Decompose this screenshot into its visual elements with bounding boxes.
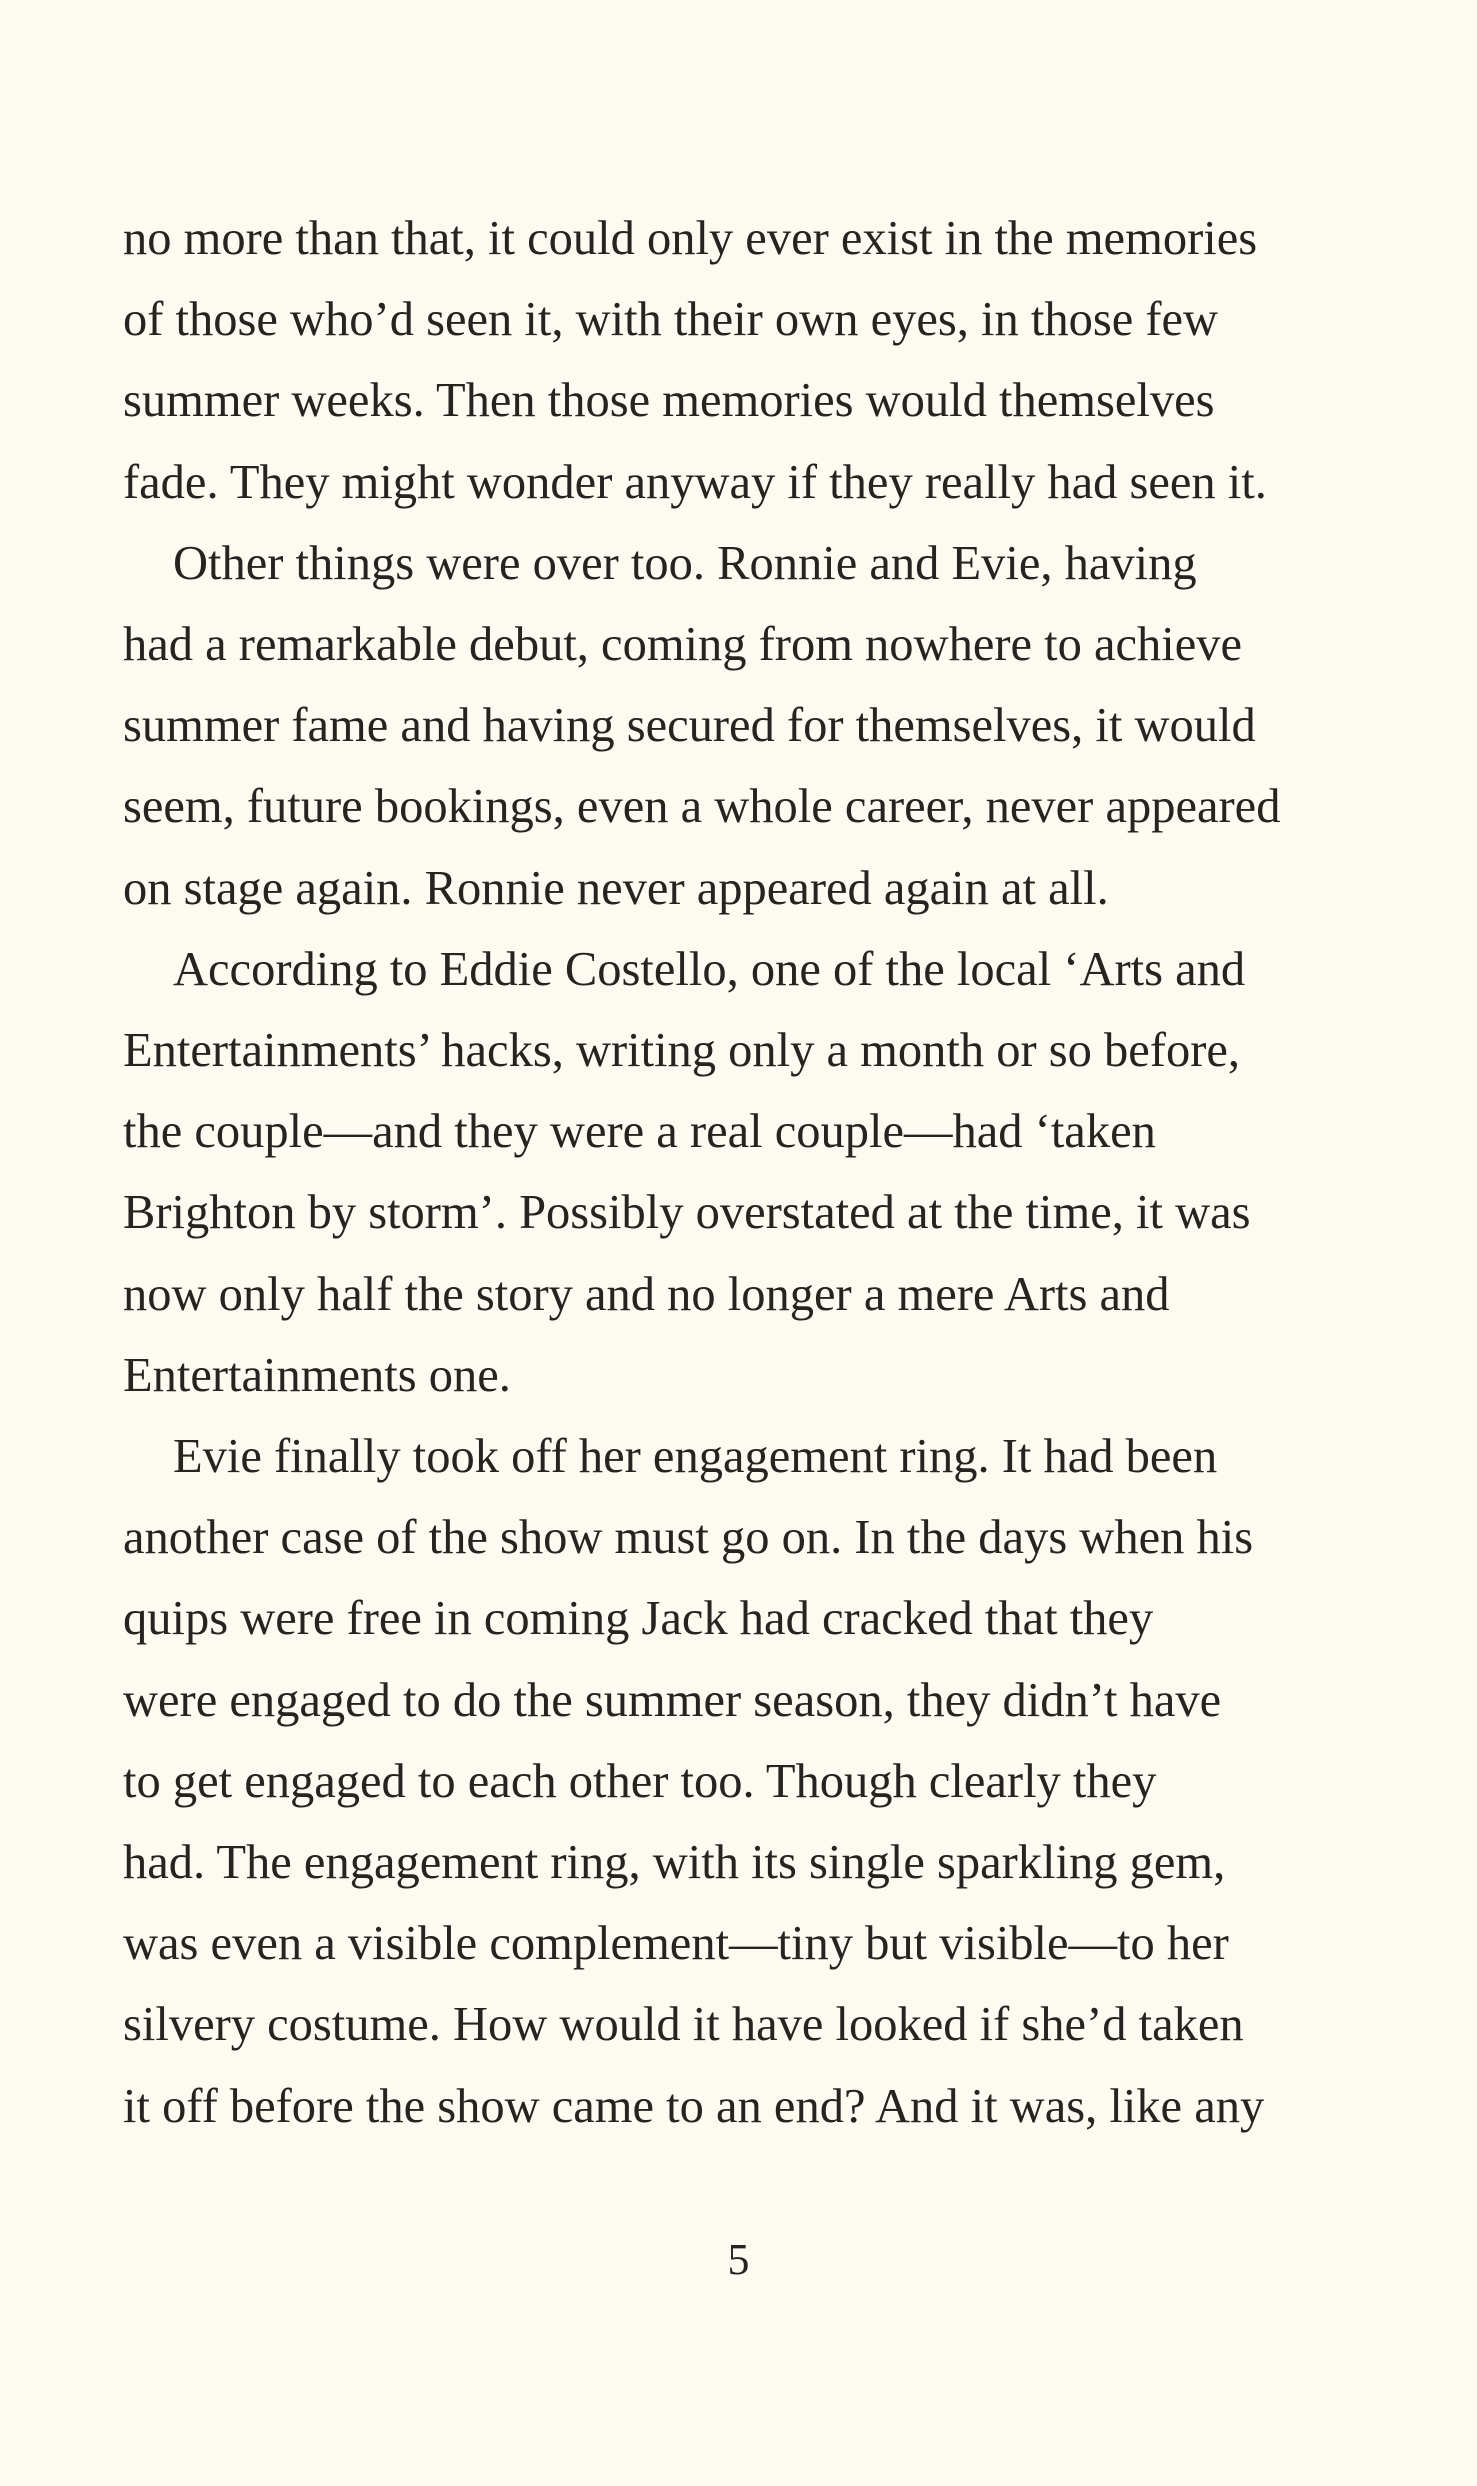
text-line: no more than that, it could only ever exist in the memories xyxy=(123,212,1258,265)
text-line: quips were free in coming Jack had cracked that they xyxy=(123,1592,1154,1646)
text-line: had. The engagement ring, with its single sparkling gem, xyxy=(123,1836,1226,1890)
paragraph-4 xyxy=(123,1416,1338,2147)
text-line: Evie finally took off her engagement ring. It had been xyxy=(173,1430,1218,1484)
text-line: the couple—and they were a real couple—had ‘taken xyxy=(123,1105,1156,1159)
text-line: Entertainments one. xyxy=(123,1348,511,1402)
page-number: 5 xyxy=(727,2235,750,2284)
text-line: seem, future bookings, even a whole career, never appeared xyxy=(123,780,1281,834)
text-line: of those who’d seen it, with their own eyes, in those few xyxy=(123,293,1219,347)
paragraph-1 xyxy=(123,198,1338,523)
text-line: Entertainments’ hacks, writing only a month or so before, xyxy=(123,1024,1241,1078)
text-line: Other things were over too. Ronnie and Evie, having xyxy=(173,536,1197,590)
text-line: were engaged to do the summer season, they didn’t have xyxy=(123,1673,1222,1727)
text-line: Brighton by storm’. Possibly overstated at the time, it was xyxy=(123,1186,1251,1240)
text-line: summer fame and having secured for themselves, it would xyxy=(123,699,1256,753)
text-line: fade. They might wonder anyway if they really had seen it. xyxy=(123,455,1267,509)
body-text xyxy=(123,198,1338,2147)
text-line: silvery costume. How would it have looked if she’d taken xyxy=(123,1998,1244,2052)
text-line: had a remarkable debut, coming from nowhere to achieve xyxy=(123,618,1243,672)
text-line: was even a visible complement—tiny but visible—to her xyxy=(123,1917,1229,1971)
text-line: to get engaged to each other too. Though clearly they xyxy=(123,1754,1157,1808)
text-line: summer weeks. Then those memories would themselves xyxy=(123,374,1215,428)
text-line: According to Eddie Costello, one of the local ‘Arts and xyxy=(173,942,1246,996)
paragraph-2 xyxy=(123,523,1338,929)
text-line: on stage again. Ronnie never appeared again at all. xyxy=(123,861,1109,915)
text-line: another case of the show must go on. In the days when his xyxy=(123,1511,1254,1565)
text-line: it off before the show came to an end? And it was, like any xyxy=(123,2079,1265,2133)
paragraph-3 xyxy=(123,929,1338,1416)
text-line: now only half the story and no longer a mere Arts and xyxy=(123,1267,1170,1321)
